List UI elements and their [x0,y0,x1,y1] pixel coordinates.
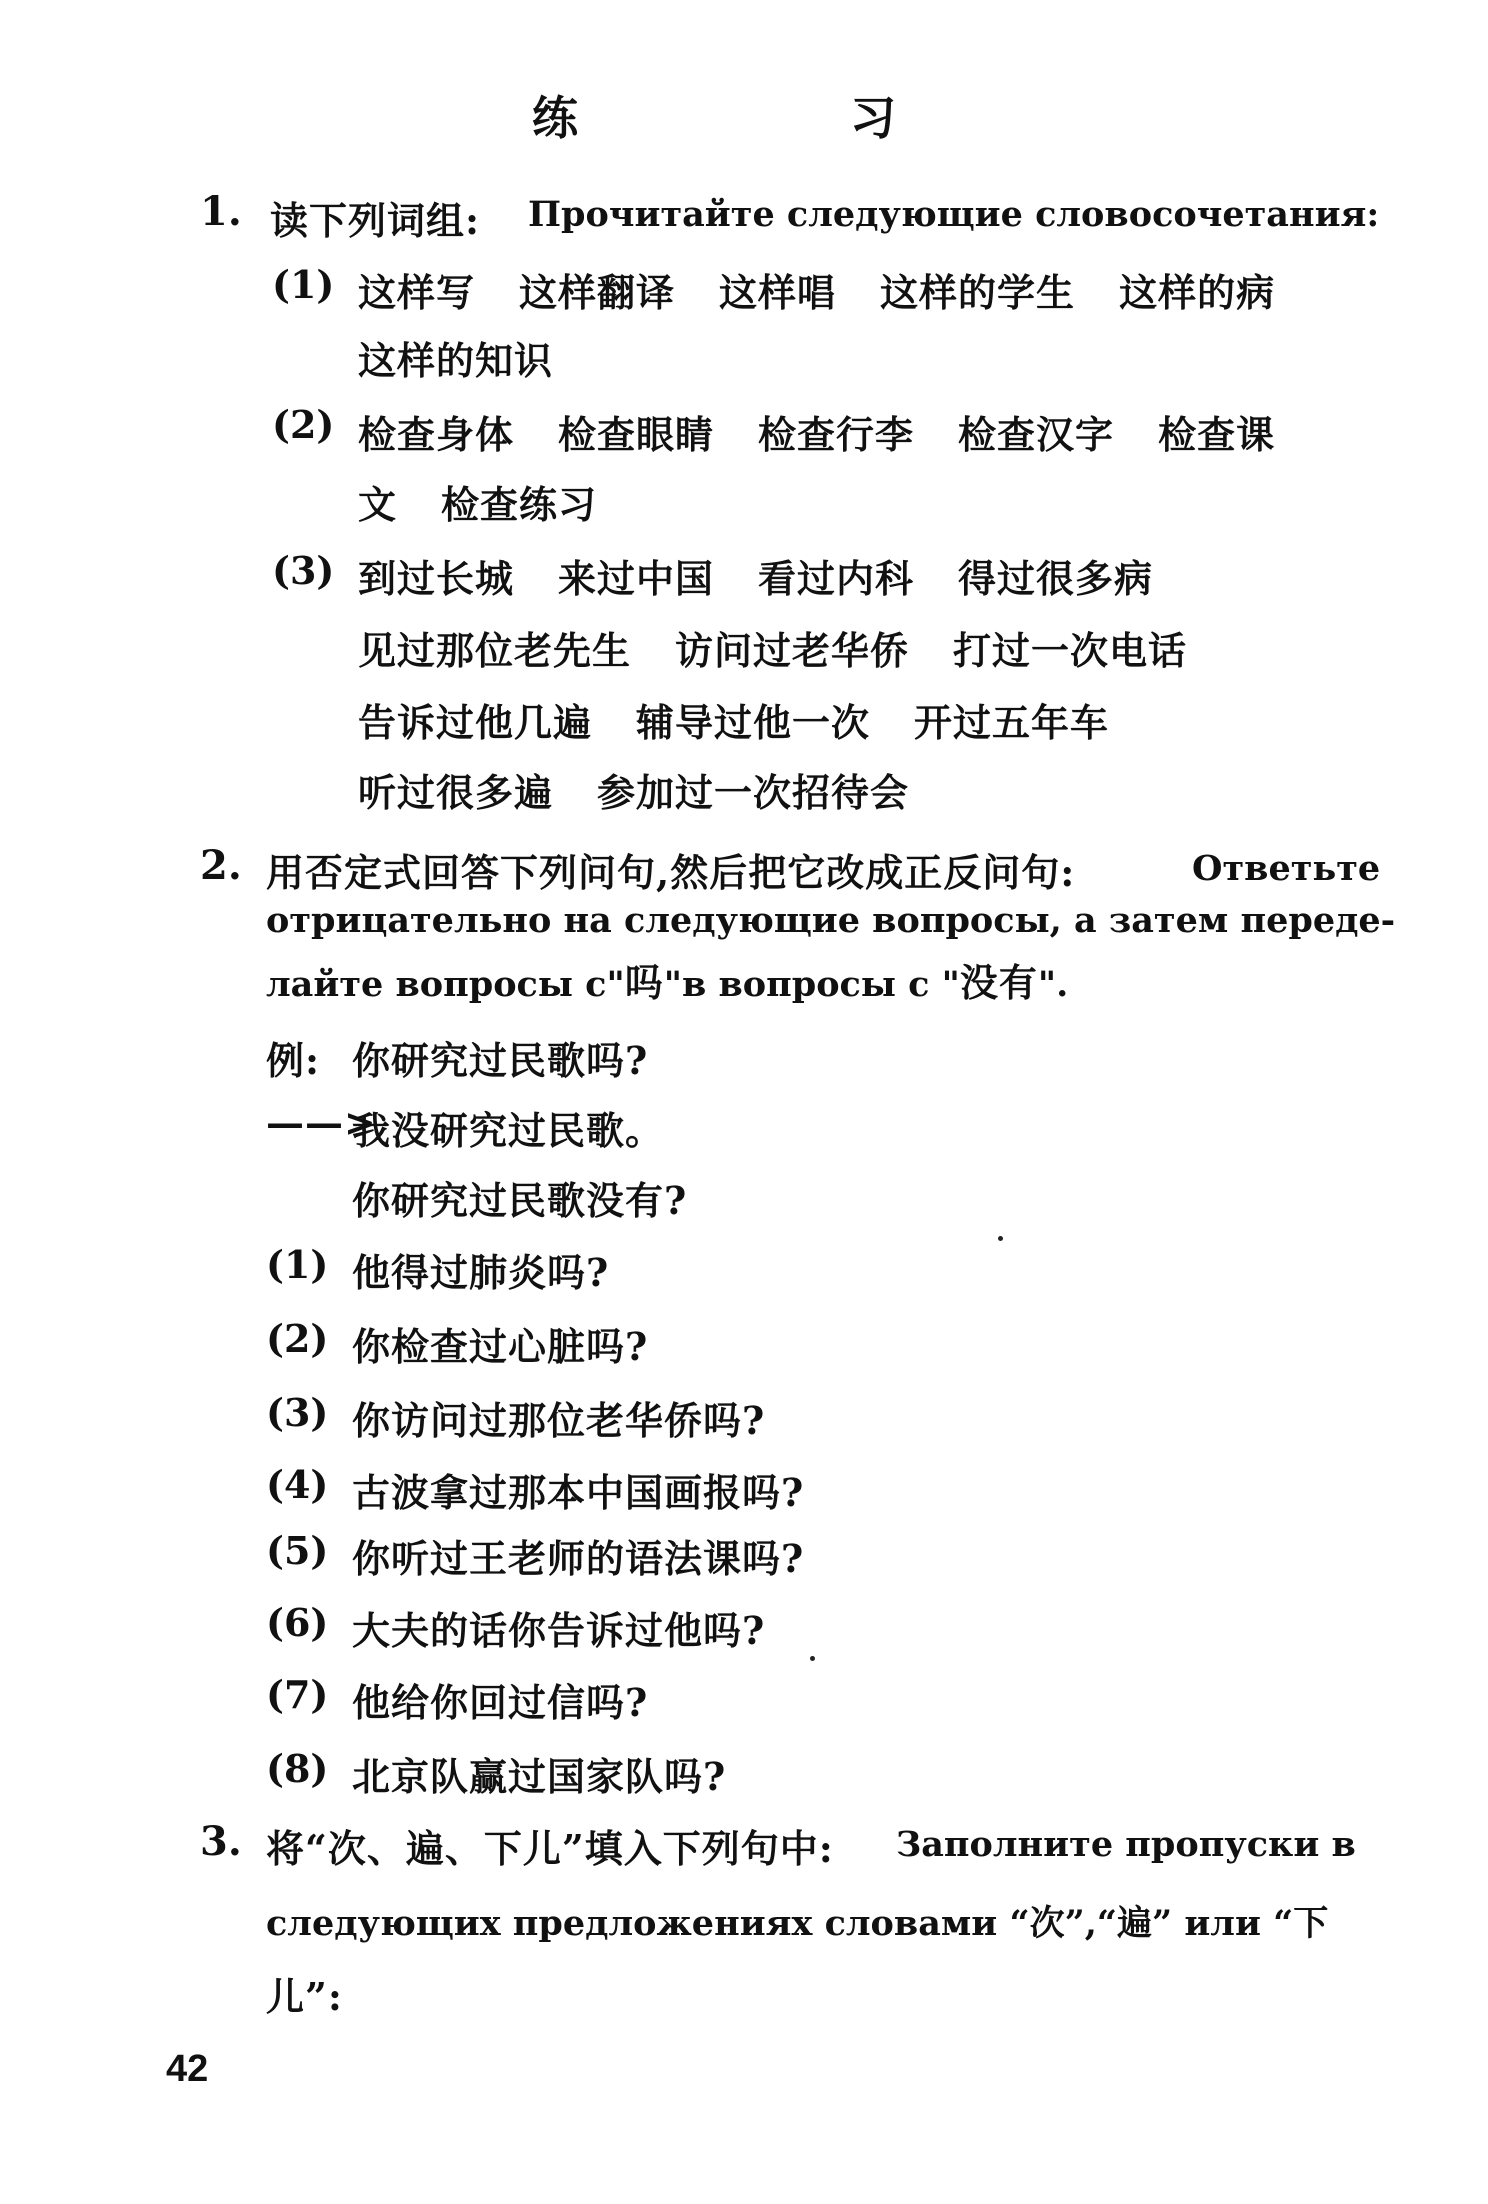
phrase: 检查练习 [441,482,598,527]
item-2-label: (2) [266,1316,329,1361]
phrase: 见过那位老先生 [358,628,632,673]
exercise-3-instruction-ru-1: Заполните пропуски в [896,1824,1356,1865]
group-2-line-1 [358,404,1319,459]
group-2-line-2 [358,474,641,529]
phrase: 检查课 [1158,412,1276,457]
exercise-2-instruction-ru-2: отрицательно на следующие вопросы, а затем переде- [266,900,1396,941]
item-4-label: (4) [266,1462,329,1507]
item-8-text: 北京队赢过国家队吗? [352,1754,727,1799]
item-5-text: 你听过王老师的语法课吗? [352,1536,805,1581]
item-5-label: (5) [266,1528,329,1573]
phrase: 检查身体 [358,412,515,457]
exercise-2-instruction-ru-1: Ответьте [1192,848,1381,889]
phrase: 开过五年车 [914,700,1110,745]
phrase: 检查汉字 [958,412,1115,457]
ru-text: "в вопросы с " [663,964,960,1005]
group-2-label: (2) [272,402,335,447]
group-3-label: (3) [272,548,335,593]
phrase: 这样的病 [1119,270,1276,315]
phrase: 这样的学生 [880,270,1076,315]
arrow-icon: ——> [266,1100,377,1145]
phrase: 告诉过他几遍 [358,700,593,745]
item-3-text: 你访问过那位老华侨吗? [352,1398,766,1443]
item-1-text: 他得过肺炎吗? [352,1250,610,1295]
phrase: 这样翻译 [519,270,676,315]
phrase: 到过长城 [358,556,515,601]
item-6-text: 大夫的话你告诉过他吗? [352,1608,766,1653]
item-7-text: 他给你回过信吗? [352,1680,649,1725]
exercise-3-instruction-zh: 将“次、遍、下儿”填入下列句中: [266,1826,834,1871]
group-1-line-2 [358,330,597,385]
zh-word: 没有 [959,960,1038,1005]
item-3-label: (3) [266,1390,329,1435]
page-title: 练 习 [532,91,956,145]
group-3-line-3 [358,692,1153,747]
zh-word: 吗 [624,960,664,1005]
example-question: 你研究过民歌吗? [352,1038,649,1083]
item-2-text: 你检查过心脏吗? [352,1324,649,1369]
phrase: 来过中国 [558,556,715,601]
phrase: 这样的知识 [358,338,554,383]
exercise-1-number: 1. [200,188,242,235]
phrase: 辅导过他一次 [636,700,871,745]
item-8-label: (8) [266,1746,329,1791]
phrase: 文 [358,482,398,527]
exercise-2-instruction-zh: 用否定式回答下列问句,然后把它改成正反问句: [266,850,1076,895]
item-7-label: (7) [266,1672,329,1717]
exercise-3-instruction-ru-2: следующих предложениях словами “次”,“遍” или “下 [266,1903,1329,1944]
speck [998,1236,1003,1241]
page-number: 42 [166,2048,209,2090]
group-3-line-1 [358,548,1197,603]
exercise-1-instruction-zh: 读下列词组: [270,198,481,243]
item-4-text: 古波拿过那本中国画报吗? [352,1470,805,1515]
phrase: 检查行李 [758,412,915,457]
phrase: 打过一次电话 [953,628,1188,673]
exercise-3-number: 3. [200,1818,242,1865]
group-1-label: (1) [272,262,335,307]
phrase: 这样唱 [719,270,837,315]
phrase: 听过很多遍 [358,770,554,815]
ru-text: ". [1037,964,1069,1005]
example-answer-1: 我没研究过民歌。 [352,1108,665,1153]
item-1-label: (1) [266,1242,329,1287]
phrase: 检查眼睛 [558,412,715,457]
phrase: 看过内科 [758,556,915,601]
exercise-2-instruction-ru-3 [266,952,1068,1007]
group-3-line-4 [358,762,953,817]
exercise-2-number: 2. [200,842,242,889]
speck [810,1656,815,1661]
phrase: 访问过老华侨 [675,628,910,673]
example-label: 例: [266,1038,321,1083]
group-3-line-2 [358,620,1231,675]
ru-text: лайте вопросы с" [266,964,625,1005]
example-answer-2: 你研究过民歌没有? [352,1178,688,1223]
phrase: 这样写 [358,270,476,315]
phrase: 参加过一次招待会 [597,770,910,815]
group-1-line-1 [358,262,1319,317]
exercise-1-instruction-ru: Прочитайте следующие словосочетания: [528,194,1380,235]
item-6-label: (6) [266,1600,329,1645]
exercise-3-instruction-ru-3: 儿”: [266,1974,343,2019]
phrase: 得过很多病 [958,556,1154,601]
